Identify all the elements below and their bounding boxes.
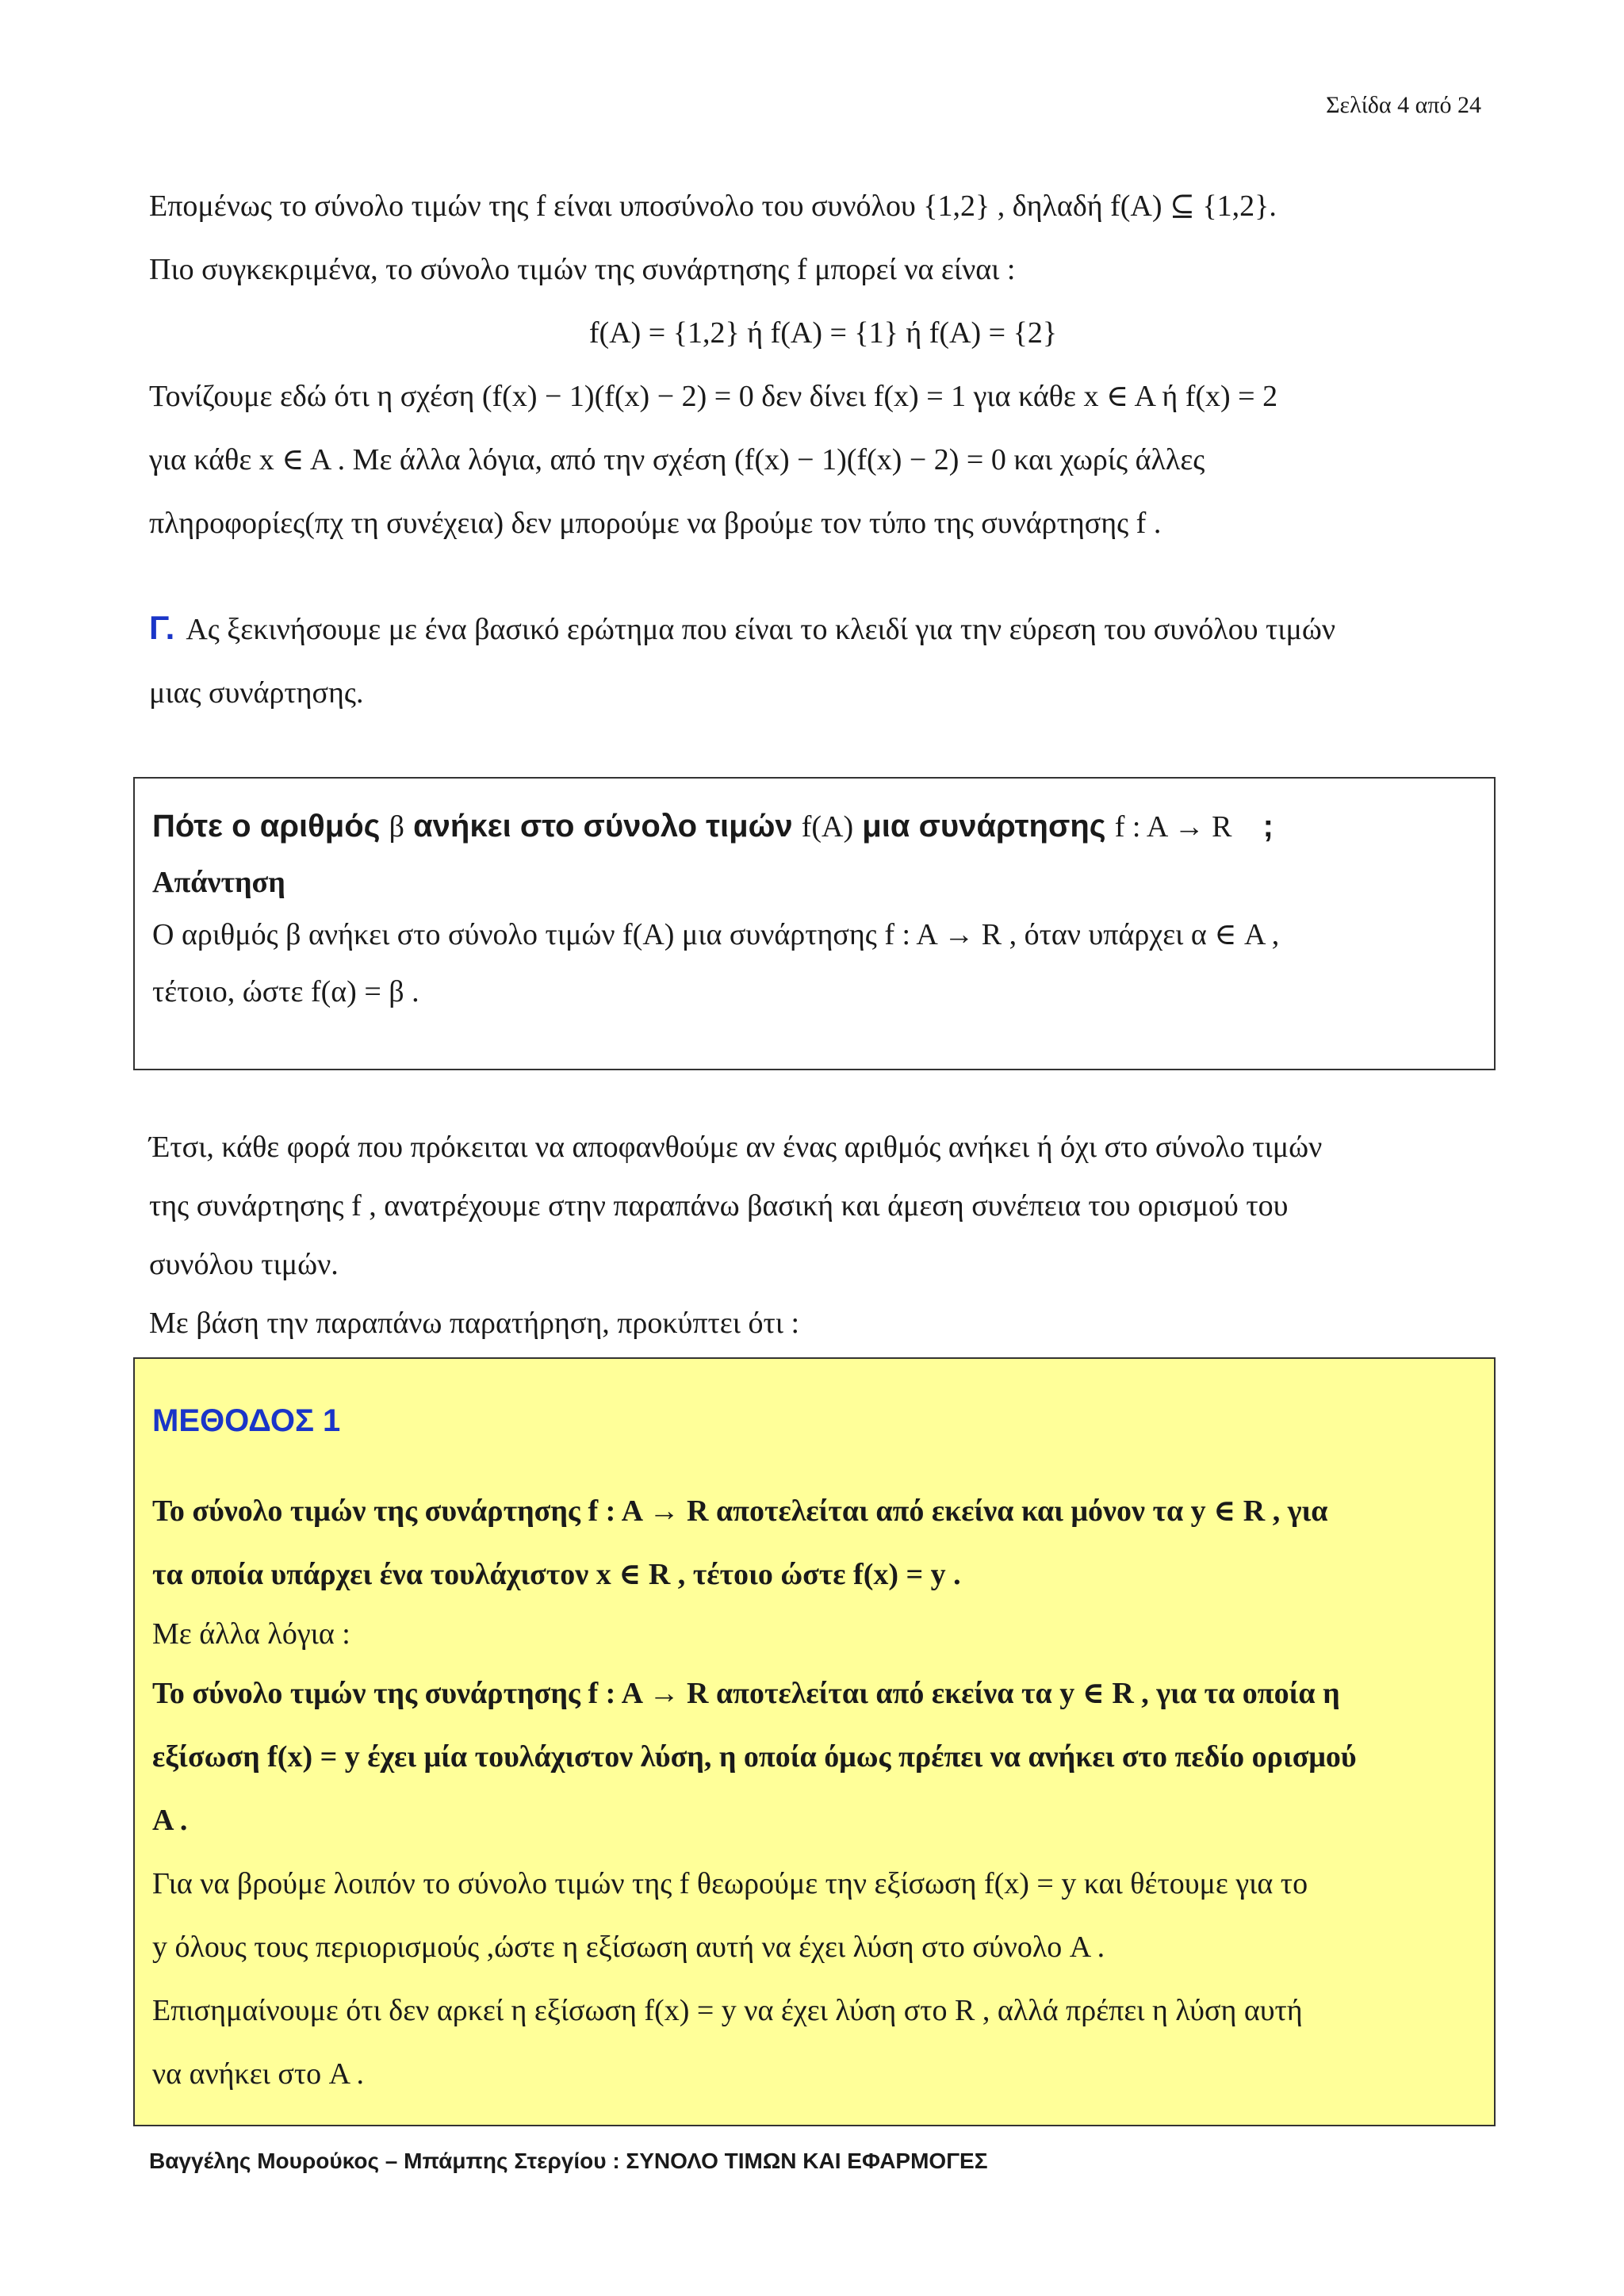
answer-line: τέτοιο, ώστε f(α) = β . (152, 975, 419, 1008)
method-bold-line: Το σύνολο τιμών της συνάρτησης f : A → R αποτελείται από εκείνα τα y ∈ R , για τα οποία η (152, 1677, 1340, 1710)
section-g-text: Ας ξεκινήσουμε με ένα βασικό ερώτημα που είναι το κλειδί για την εύρεση του συνόλου τιμών (186, 613, 1336, 646)
paragraph-line: Έτσι, κάθε φορά που πρόκειται να αποφανθούμε αν ένας αριθμός ανήκει ή όχι στο σύνολο τιμών (149, 1131, 1323, 1164)
question-mark: ; (1262, 809, 1274, 844)
method-bold-line: εξίσωση f(x) = y έχει μία τουλάχιστον λύση, η οποία όμως πρέπει να ανήκει στο πεδίο ορισμού (152, 1740, 1357, 1774)
paragraph-line: της συνάρτησης f , ανατρέχουμε στην παραπάνω βασική και άμεση συνέπεια του ορισμού του (149, 1189, 1289, 1223)
method-bold-line: τα οποία υπάρχει ένα τουλάχιστον x ∈ R , τέτοιο ώστε f(x) = y . (152, 1558, 961, 1591)
page-number: Σελίδα 4 από 24 (1326, 92, 1481, 118)
paragraph-line: μιας συνάρτησης. (149, 676, 364, 710)
paragraph-line: Με βάση την παραπάνω παρατήρηση, προκύπτει ότι : (149, 1307, 800, 1340)
after-box-section (149, 1118, 1497, 1353)
question-text: ανήκει στο σύνολο τιμών (413, 809, 793, 844)
question-math: f(A) (801, 810, 854, 844)
section-g-line (149, 596, 1497, 661)
footer: Βαγγέλης Μουρούκος – Μπάμπης Στεργίου : ΣΥΝΟΛΟ ΤΙΜΩΝ ΚΑΙ ΕΦΑΡΜΟΓΕΣ (149, 2149, 988, 2173)
question-math: β (389, 810, 404, 844)
paragraph-line: για κάθε x ∈ A . Με άλλα λόγια, από την σχέση (f(x) − 1)(f(x) − 2) = 0 και χωρίς άλλες (149, 443, 1205, 476)
method-box (133, 1357, 1496, 2126)
question-math: f : A → R (1114, 810, 1232, 844)
question-text: μια συνάρτησης (862, 809, 1106, 844)
method-line: να ανήκει στο A . (152, 2057, 364, 2091)
paragraph-line: Επομένως το σύνολο τιμών της f είναι υποσύνολο του συνόλου {1,2} , δηλαδή f(A) ⊆ {1,2}. (149, 189, 1277, 223)
method-line: Για να βρούμε λοιπόν το σύνολο τιμών της f θεωρούμε την εξίσωση f(x) = y και θέτουμε για το (152, 1867, 1308, 1900)
question-text: Πότε ο αριθμός (152, 809, 381, 844)
paragraph-line: πληροφορίες(πχ τη συνέχεια) δεν μπορούμε να βρούμε τον τύπο της συνάρτησης f . (149, 507, 1162, 540)
method-line: y όλους τους περιορισμούς ,ώστε η εξίσωση αυτή να έχει λύση στο σύνολο A . (152, 1931, 1105, 1964)
formula-line: f(A) = {1,2} ή f(A) = {1} ή f(A) = {2} (588, 316, 1058, 350)
paragraph-line: Τονίζουμε εδώ ότι η σχέση (f(x) − 1)(f(x) − 2) = 0 δεν δίνει f(x) = 1 για κάθε x ∈ A ή f(x) = 2 (149, 380, 1278, 413)
method-bold-line: Το σύνολο τιμών της συνάρτησης f : A → R αποτελείται από εκείνα και μόνον τα y ∈ R , για (152, 1494, 1328, 1528)
intro-section (149, 174, 1497, 725)
method-line: Με άλλα λόγια : (152, 1617, 350, 1651)
method-title: ΜΕΘΟΔΟΣ 1 (152, 1403, 341, 1438)
method-line: Επισημαίνουμε ότι δεν αρκεί η εξίσωση f(x) = y να έχει λύση στο R , αλλά πρέπει η λύση αυτή (152, 1994, 1303, 2027)
question-heading (152, 794, 1477, 859)
question-box (133, 777, 1496, 1070)
paragraph-line: Πιο συγκεκριμένα, το σύνολο τιμών της συνάρτησης f μπορεί να είναι : (149, 253, 1016, 286)
answer-title: Απάντηση (152, 866, 285, 899)
paragraph-line: συνόλου τιμών. (149, 1248, 339, 1281)
answer-line: Ο αριθμός β ανήκει στο σύνολο τιμών f(A) μια συνάρτησης f : A → R , όταν υπάρχει α ∈ A , (152, 918, 1280, 951)
method-bold-line: A . (152, 1804, 188, 1837)
section-g-label: Γ. (149, 609, 175, 646)
